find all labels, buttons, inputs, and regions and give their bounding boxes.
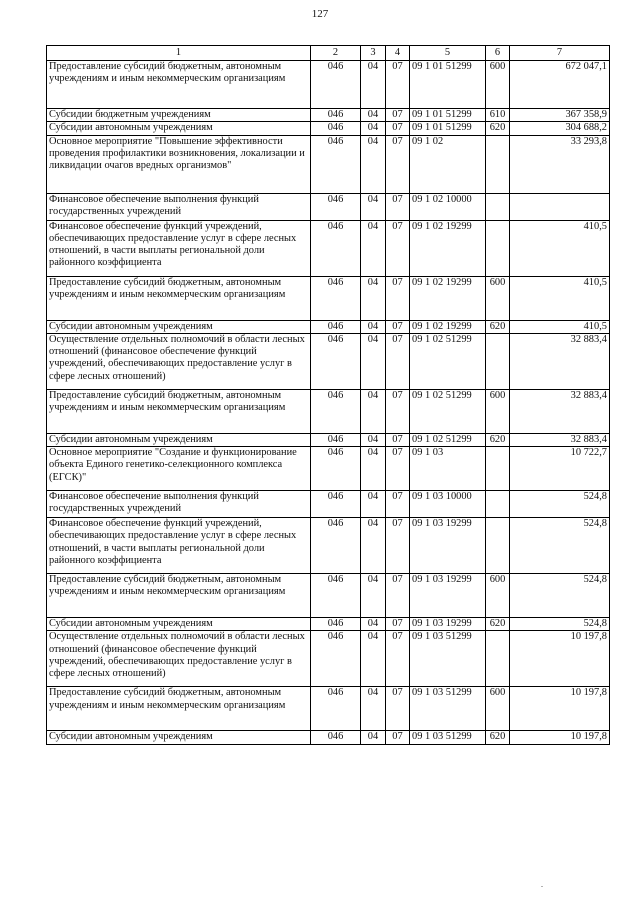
row-section-cell: 04	[361, 687, 386, 731]
row-section-cell: 04	[361, 433, 386, 446]
row-admin-code-cell: 046	[311, 276, 361, 320]
row-admin-code-cell: 046	[311, 389, 361, 433]
row-expense-type-cell: 600	[486, 61, 510, 109]
row-expense-type-cell: 600	[486, 276, 510, 320]
row-amount-cell: 304 688,2	[510, 122, 610, 135]
row-expense-type-cell: 600	[486, 687, 510, 731]
row-target-code-cell: 09 1 03 51299	[410, 731, 486, 744]
row-subsection-cell: 07	[386, 220, 410, 276]
row-target-code-cell: 09 1 03 51299	[410, 631, 486, 687]
table-row	[47, 574, 610, 618]
row-amount-cell: 32 883,4	[510, 433, 610, 446]
row-target-code-cell: 09 1 02	[410, 135, 486, 193]
table-header-row	[47, 46, 610, 61]
row-section-cell: 04	[361, 447, 386, 491]
row-section-cell: 04	[361, 618, 386, 631]
row-expense-type-cell	[486, 518, 510, 574]
row-target-code-cell: 09 1 03 19299	[410, 618, 486, 631]
row-admin-code-cell: 046	[311, 61, 361, 109]
row-section-cell: 04	[361, 109, 386, 122]
row-expense-type-cell: 620	[486, 320, 510, 333]
row-subsection-cell: 07	[386, 618, 410, 631]
row-target-code-cell: 09 1 01 51299	[410, 61, 486, 109]
row-name-cell: Предоставление субсидий бюджетным, автономным учреждениям и иным некоммерческим организациям	[47, 574, 311, 618]
row-section-cell: 04	[361, 276, 386, 320]
row-subsection-cell: 07	[386, 518, 410, 574]
row-name-cell: Субсидии автономным учреждениям	[47, 433, 311, 446]
row-subsection-cell: 07	[386, 491, 410, 518]
row-subsection-cell: 07	[386, 109, 410, 122]
row-target-code-cell: 09 1 02 10000	[410, 193, 486, 220]
row-target-code-cell: 09 1 02 19299	[410, 220, 486, 276]
row-name-cell: Осуществление отдельных полномочий в области лесных отношений (финансовое обеспечение функций учреждений, обеспечивающих предоставление услуг в сфере лесных отношений)	[47, 631, 311, 687]
row-section-cell: 04	[361, 61, 386, 109]
row-target-code-cell: 09 1 01 51299	[410, 122, 486, 135]
row-expense-type-cell: 620	[486, 122, 510, 135]
row-amount-cell: 10 722,7	[510, 447, 610, 491]
row-expense-type-cell	[486, 135, 510, 193]
row-admin-code-cell: 046	[311, 320, 361, 333]
row-admin-code-cell: 046	[311, 433, 361, 446]
row-section-cell: 04	[361, 491, 386, 518]
row-section-cell: 04	[361, 574, 386, 618]
table-row	[47, 687, 610, 731]
row-name-cell: Финансовое обеспечение функций учреждений, обеспечивающих предоставление услуг в сфере лесных отношений, в части выплаты региональной доли районного коэффициента	[47, 518, 311, 574]
row-admin-code-cell: 046	[311, 333, 361, 389]
table-row	[47, 447, 610, 491]
table-row	[47, 618, 610, 631]
row-amount-cell	[510, 193, 610, 220]
row-admin-code-cell: 046	[311, 518, 361, 574]
row-admin-code-cell: 046	[311, 447, 361, 491]
row-target-code-cell: 09 1 02 51299	[410, 333, 486, 389]
row-expense-type-cell	[486, 193, 510, 220]
row-expense-type-cell: 610	[486, 109, 510, 122]
row-admin-code-cell: 046	[311, 491, 361, 518]
table-body	[47, 61, 610, 745]
row-section-cell: 04	[361, 731, 386, 744]
row-section-cell: 04	[361, 135, 386, 193]
row-amount-cell: 10 197,8	[510, 631, 610, 687]
row-subsection-cell: 07	[386, 687, 410, 731]
row-target-code-cell: 09 1 02 19299	[410, 276, 486, 320]
row-section-cell: 04	[361, 320, 386, 333]
row-name-cell: Субсидии автономным учреждениям	[47, 731, 311, 744]
page-number: 127	[311, 8, 329, 20]
row-admin-code-cell: 046	[311, 109, 361, 122]
row-target-code-cell: 09 1 03 19299	[410, 574, 486, 618]
row-name-cell: Субсидии бюджетным учреждениям	[47, 109, 311, 122]
row-target-code-cell: 09 1 02 51299	[410, 433, 486, 446]
row-subsection-cell: 07	[386, 389, 410, 433]
row-subsection-cell: 07	[386, 433, 410, 446]
table-row	[47, 61, 610, 109]
row-section-cell: 04	[361, 193, 386, 220]
table-row	[47, 389, 610, 433]
row-amount-cell: 367 358,9	[510, 109, 610, 122]
row-name-cell: Предоставление субсидий бюджетным, автономным учреждениям и иным некоммерческим организациям	[47, 61, 311, 109]
row-name-cell: Предоставление субсидий бюджетным, автономным учреждениям и иным некоммерческим организациям	[47, 276, 311, 320]
row-expense-type-cell	[486, 491, 510, 518]
row-expense-type-cell	[486, 447, 510, 491]
row-target-code-cell: 09 1 03 51299	[410, 687, 486, 731]
row-amount-cell: 33 293,8	[510, 135, 610, 193]
row-amount-cell: 410,5	[510, 320, 610, 333]
row-amount-cell: 32 883,4	[510, 333, 610, 389]
row-name-cell: Субсидии автономным учреждениям	[47, 320, 311, 333]
row-amount-cell: 524,8	[510, 518, 610, 574]
row-admin-code-cell: 046	[311, 193, 361, 220]
row-name-cell: Субсидии автономным учреждениям	[47, 618, 311, 631]
row-subsection-cell: 07	[386, 61, 410, 109]
row-subsection-cell: 07	[386, 276, 410, 320]
row-amount-cell: 32 883,4	[510, 389, 610, 433]
row-target-code-cell: 09 1 03 10000	[410, 491, 486, 518]
row-subsection-cell: 07	[386, 574, 410, 618]
row-target-code-cell: 09 1 03	[410, 447, 486, 491]
header-col-3: 3	[361, 46, 386, 61]
header-col-7: 7	[510, 46, 610, 61]
row-target-code-cell: 09 1 02 51299	[410, 389, 486, 433]
table-row	[47, 518, 610, 574]
row-amount-cell: 524,8	[510, 618, 610, 631]
row-section-cell: 04	[361, 518, 386, 574]
table-row	[47, 491, 610, 518]
row-subsection-cell: 07	[386, 193, 410, 220]
row-name-cell: Субсидии автономным учреждениям	[47, 122, 311, 135]
row-name-cell: Финансовое обеспечение функций учреждений, обеспечивающих предоставление услуг в сфере лесных отношений, в части выплаты региональной доли районного коэффициента	[47, 220, 311, 276]
table-row	[47, 135, 610, 193]
row-name-cell: Финансовое обеспечение выполнения функций государственных учреждений	[47, 193, 311, 220]
row-target-code-cell: 09 1 01 51299	[410, 109, 486, 122]
row-subsection-cell: 07	[386, 333, 410, 389]
row-amount-cell: 524,8	[510, 574, 610, 618]
budget-table	[46, 45, 610, 745]
row-section-cell: 04	[361, 220, 386, 276]
row-expense-type-cell	[486, 631, 510, 687]
row-target-code-cell: 09 1 02 19299	[410, 320, 486, 333]
row-admin-code-cell: 046	[311, 731, 361, 744]
row-subsection-cell: 07	[386, 447, 410, 491]
row-admin-code-cell: 046	[311, 687, 361, 731]
row-name-cell: Предоставление субсидий бюджетным, автономным учреждениям и иным некоммерческим организациям	[47, 389, 311, 433]
row-expense-type-cell	[486, 220, 510, 276]
table-row	[47, 731, 610, 744]
row-name-cell: Основное мероприятие "Создание и функционирование объекта Единого генетико-селекционного комплекса (ЕГСК)"	[47, 447, 311, 491]
row-subsection-cell: 07	[386, 731, 410, 744]
row-amount-cell: 10 197,8	[510, 687, 610, 731]
row-section-cell: 04	[361, 631, 386, 687]
header-col-5: 5	[410, 46, 486, 61]
row-subsection-cell: 07	[386, 631, 410, 687]
header-col-4: 4	[386, 46, 410, 61]
row-expense-type-cell: 620	[486, 731, 510, 744]
header-col-6: 6	[486, 46, 510, 61]
row-admin-code-cell: 046	[311, 574, 361, 618]
row-expense-type-cell	[486, 333, 510, 389]
header-col-2: 2	[311, 46, 361, 61]
row-amount-cell: 410,5	[510, 220, 610, 276]
row-section-cell: 04	[361, 389, 386, 433]
scan-mark: .	[541, 880, 543, 889]
row-expense-type-cell: 600	[486, 389, 510, 433]
row-admin-code-cell: 046	[311, 631, 361, 687]
row-subsection-cell: 07	[386, 135, 410, 193]
table-row	[47, 220, 610, 276]
table-row	[47, 276, 610, 320]
table-row	[47, 433, 610, 446]
row-subsection-cell: 07	[386, 122, 410, 135]
row-section-cell: 04	[361, 333, 386, 389]
header-col-1: 1	[47, 46, 311, 61]
row-name-cell: Предоставление субсидий бюджетным, автономным учреждениям и иным некоммерческим организациям	[47, 687, 311, 731]
row-admin-code-cell: 046	[311, 122, 361, 135]
row-admin-code-cell: 046	[311, 135, 361, 193]
row-expense-type-cell: 620	[486, 618, 510, 631]
row-amount-cell: 672 047,1	[510, 61, 610, 109]
table-row	[47, 631, 610, 687]
row-admin-code-cell: 046	[311, 220, 361, 276]
table-row	[47, 333, 610, 389]
row-target-code-cell: 09 1 03 19299	[410, 518, 486, 574]
row-subsection-cell: 07	[386, 320, 410, 333]
row-expense-type-cell: 620	[486, 433, 510, 446]
table-row	[47, 122, 610, 135]
row-amount-cell: 524,8	[510, 491, 610, 518]
row-expense-type-cell: 600	[486, 574, 510, 618]
row-name-cell: Финансовое обеспечение выполнения функций государственных учреждений	[47, 491, 311, 518]
row-name-cell: Основное мероприятие "Повышение эффективности проведения профилактики возникновения, локализации и ликвидации очагов вредных организмов"	[47, 135, 311, 193]
row-amount-cell: 410,5	[510, 276, 610, 320]
row-name-cell: Осуществление отдельных полномочий в области лесных отношений (финансовое обеспечение функций учреждений, обеспечивающих предоставление услуг в сфере лесных отношений)	[47, 333, 311, 389]
row-amount-cell: 10 197,8	[510, 731, 610, 744]
table-row	[47, 193, 610, 220]
row-section-cell: 04	[361, 122, 386, 135]
table-row	[47, 320, 610, 333]
table-row	[47, 109, 610, 122]
row-admin-code-cell: 046	[311, 618, 361, 631]
